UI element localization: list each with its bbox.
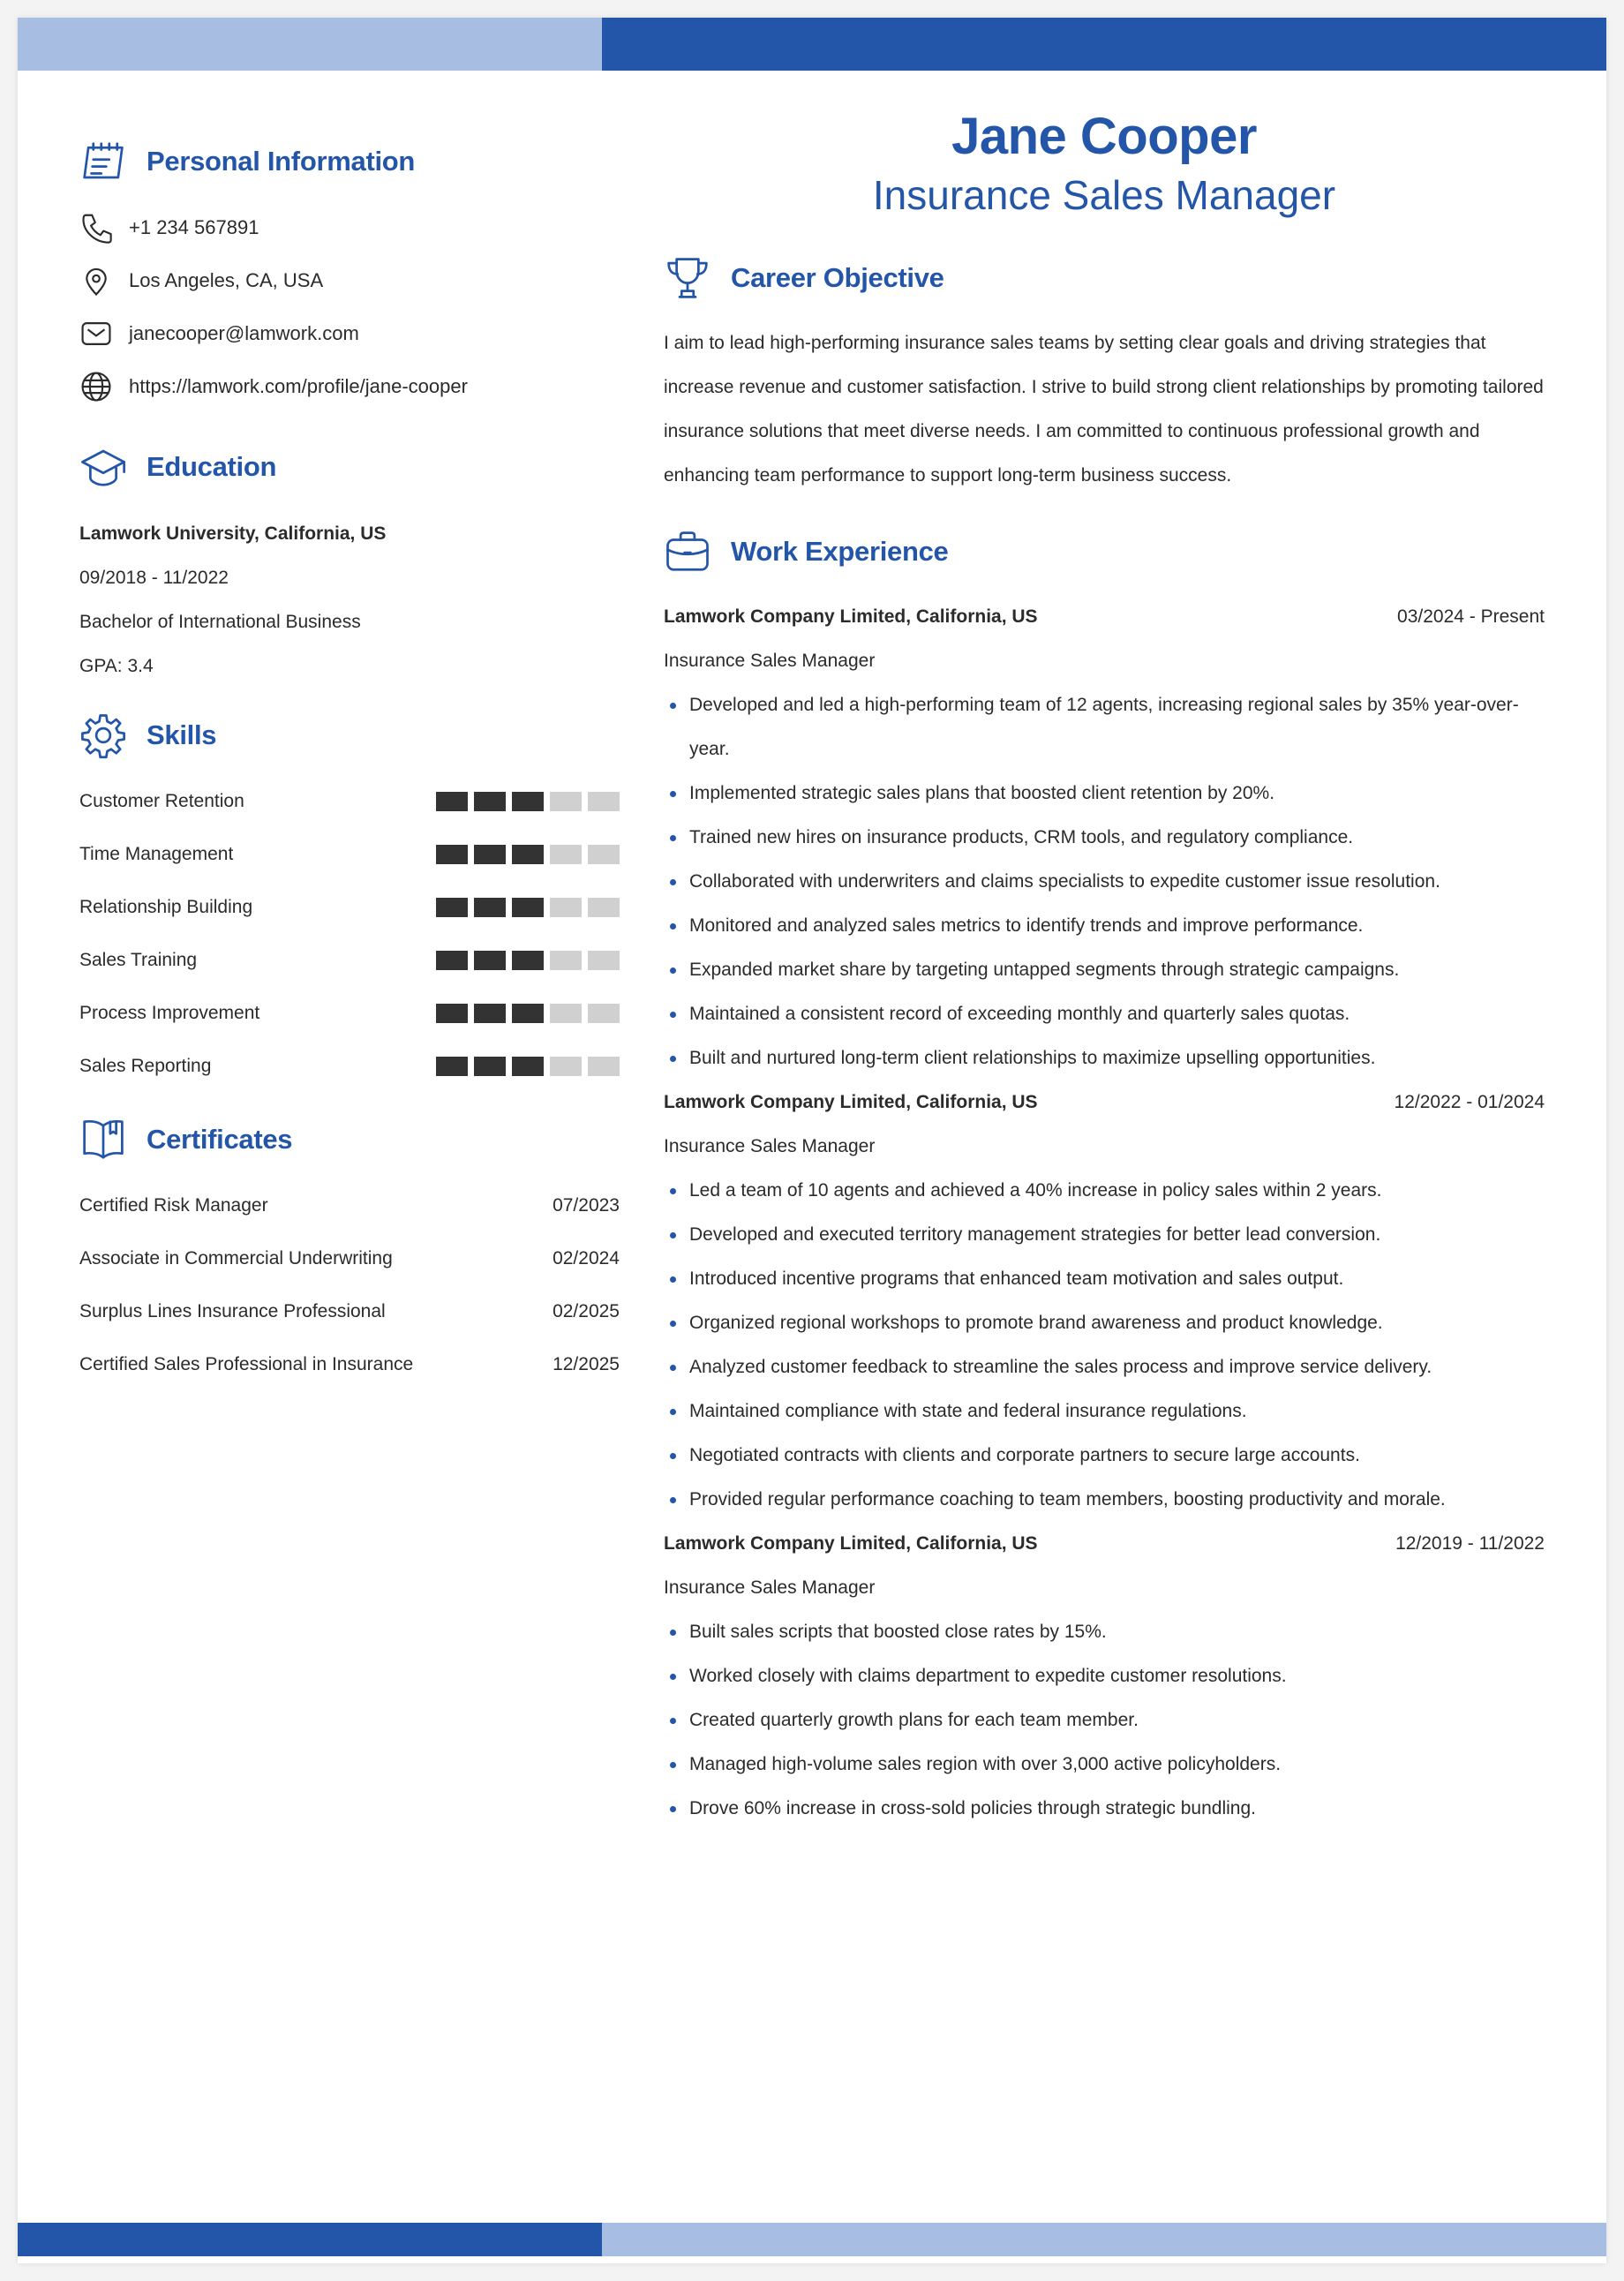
job-bullet: Monitored and analyzed sales metrics to identify trends and improve performance.	[664, 904, 1545, 948]
job-title: Insurance Sales Manager	[664, 651, 876, 671]
career-objective-text: I aim to lead high-performing insurance sales teams by setting clear goals and driving strategies that increase revenue and customer satisfaction. I strive to build strong client relationships by promoting tailored insurance solutions that meet diverse needs. I am committed to continuous professional growth and enhancing team performance to support long-term business success.	[664, 333, 1544, 486]
certificate-row	[79, 1179, 620, 1232]
certificate-name: Surplus Lines Insurance Professional	[79, 1301, 386, 1321]
skill-level-segment-filled	[474, 1057, 506, 1076]
bottom-accent-bar-dark	[18, 2223, 602, 2256]
skill-level-segment-filled	[436, 898, 468, 917]
job-header	[664, 1522, 1545, 1566]
job-bullet: Worked closely with claims department to expedite customer resolutions.	[664, 1654, 1545, 1698]
skill-name: Time Management	[79, 844, 234, 864]
certificate-name: Associate in Commercial Underwriting	[79, 1248, 393, 1268]
gear-icon	[79, 711, 129, 760]
job-bullet: Provided regular performance coaching to team members, boosting productivity and morale.	[664, 1478, 1545, 1522]
job-bullet: Collaborated with underwriters and claims specialists to expedite customer issue resolution.	[664, 860, 1545, 904]
certificates-heading	[79, 1110, 620, 1169]
location-row	[79, 254, 620, 307]
job-header	[664, 595, 1545, 639]
job-bullet: Maintained compliance with state and federal insurance regulations.	[664, 1389, 1545, 1434]
certificate-date: 07/2023	[553, 1195, 620, 1216]
phone-text: +1 234 567891	[129, 216, 259, 238]
job-bullet: Maintained a consistent record of exceeding monthly and quarterly sales quotas.	[664, 992, 1545, 1036]
certificate-row	[79, 1338, 620, 1391]
job-bullet: Trained new hires on insurance products, CRM tools, and regulatory compliance.	[664, 816, 1545, 860]
job-bullet: Managed high-volume sales region with over 3,000 active policyholders.	[664, 1743, 1545, 1787]
job-bullet: Developed and executed territory management strategies for better lead conversion.	[664, 1213, 1545, 1257]
skill-level-segment-filled	[436, 1057, 468, 1076]
location-pin-icon	[79, 263, 115, 298]
skill-level-segment-filled	[436, 951, 468, 970]
skill-level-segment-filled	[512, 1004, 544, 1023]
mail-icon	[79, 316, 115, 351]
job-bullet: Introduced incentive programs that enhanced team motivation and sales output.	[664, 1257, 1545, 1301]
certificate-date: 12/2025	[553, 1354, 620, 1374]
skill-level-meter	[436, 1004, 620, 1023]
calendar-note-icon	[79, 137, 129, 186]
personal-info-heading	[79, 132, 620, 191]
skill-level-segment-filled	[474, 1004, 506, 1023]
skills-list	[79, 775, 620, 1093]
job-company: Lamwork Company Limited, California, US	[664, 1533, 1038, 1554]
job-header	[664, 1080, 1545, 1125]
skill-level-segment-empty	[588, 845, 620, 864]
skill-level-segment-filled	[474, 951, 506, 970]
skill-name: Sales Training	[79, 950, 198, 970]
skill-row	[79, 987, 620, 1040]
skill-level-segment-filled	[474, 845, 506, 864]
skill-level-segment-filled	[474, 898, 506, 917]
skill-level-segment-empty	[550, 1004, 582, 1023]
job-bullet: Implemented strategic sales plans that boosted client retention by 20%.	[664, 772, 1545, 816]
skill-level-segment-empty	[550, 898, 582, 917]
phone-row	[79, 201, 620, 254]
certificates-list	[79, 1179, 620, 1391]
skill-level-segment-filled	[474, 792, 506, 811]
certificate-row	[79, 1232, 620, 1285]
candidate-name: Jane Cooper	[951, 108, 1257, 165]
resume-page	[18, 18, 1606, 2263]
skill-level-segment-filled	[512, 1057, 544, 1076]
skill-level-meter	[436, 898, 620, 917]
graduation-cap-icon	[79, 442, 129, 492]
certificate-date: 02/2025	[553, 1301, 620, 1321]
email-text: janecooper@lamwork.com	[129, 322, 359, 344]
skill-level-meter	[436, 792, 620, 811]
job-bullet: Negotiated contracts with clients and corporate partners to secure large accounts.	[664, 1434, 1545, 1478]
skill-level-segment-empty	[550, 1057, 582, 1076]
section-title: Career Objective	[731, 262, 944, 293]
job-bullets	[664, 1169, 1545, 1522]
skill-row	[79, 775, 620, 828]
certificate-date: 02/2024	[553, 1248, 620, 1268]
phone-icon	[79, 210, 115, 245]
skill-row	[79, 881, 620, 934]
skill-level-segment-filled	[512, 845, 544, 864]
skill-level-segment-empty	[550, 792, 582, 811]
job-dates: 12/2022 - 01/2024	[1394, 1092, 1545, 1112]
skill-level-segment-empty	[550, 845, 582, 864]
bottom-accent-bar-light	[602, 2223, 1606, 2256]
skill-level-segment-filled	[512, 792, 544, 811]
section-title: Work Experience	[731, 536, 949, 567]
job-entry	[664, 1080, 1545, 1522]
job-entry	[664, 1522, 1545, 1831]
education-dates: 09/2018 - 11/2022	[79, 568, 229, 588]
skill-name: Customer Retention	[79, 791, 244, 811]
skill-level-segment-empty	[588, 898, 620, 917]
section-title: Personal Information	[147, 146, 416, 177]
skill-level-segment-empty	[588, 792, 620, 811]
certificate-name: Certified Risk Manager	[79, 1195, 268, 1216]
education-heading	[79, 438, 620, 496]
skill-level-meter	[436, 845, 620, 864]
job-bullet: Led a team of 10 agents and achieved a 40% increase in policy sales within 2 years.	[664, 1169, 1545, 1213]
work-experience-heading	[664, 523, 1545, 581]
skill-level-segment-filled	[436, 1004, 468, 1023]
job-bullet: Organized regional workshops to promote brand awareness and product knowledge.	[664, 1301, 1545, 1345]
top-accent-bar-dark	[602, 18, 1606, 71]
skill-level-segment-empty	[588, 1057, 620, 1076]
job-title: Insurance Sales Manager	[664, 1577, 876, 1598]
email-row	[79, 307, 620, 360]
skill-row	[79, 1040, 620, 1093]
jobs-list	[664, 595, 1545, 1831]
left-column	[79, 132, 620, 1391]
degree-name: Bachelor of International Business	[79, 612, 361, 632]
skill-level-segment-empty	[550, 951, 582, 970]
skill-name: Sales Reporting	[79, 1056, 212, 1076]
certificate-row	[79, 1285, 620, 1338]
website-text: https://lamwork.com/profile/jane-cooper	[129, 375, 468, 397]
skill-name: Relationship Building	[79, 897, 253, 917]
trophy-icon	[664, 253, 713, 303]
job-entry	[664, 595, 1545, 1080]
certificate-name: Certified Sales Professional in Insurance	[79, 1354, 414, 1374]
skill-level-segment-filled	[512, 898, 544, 917]
skill-level-segment-filled	[436, 845, 468, 864]
section-title: Education	[147, 451, 277, 482]
skill-level-segment-empty	[588, 951, 620, 970]
open-book-icon	[79, 1115, 129, 1164]
section-title: Certificates	[147, 1124, 293, 1155]
job-bullet: Built sales scripts that boosted close rates by 15%.	[664, 1610, 1545, 1654]
location-text: Los Angeles, CA, USA	[129, 269, 324, 291]
right-column	[664, 106, 1545, 1831]
skill-row	[79, 828, 620, 881]
job-bullet: Expanded market share by targeting untapped segments through strategic campaigns.	[664, 948, 1545, 992]
school-name: Lamwork University, California, US	[79, 523, 387, 544]
globe-icon	[79, 369, 115, 404]
skill-level-segment-empty	[588, 1004, 620, 1023]
job-bullets	[664, 1610, 1545, 1831]
job-dates: 12/2019 - 11/2022	[1395, 1533, 1545, 1554]
skill-level-meter	[436, 951, 620, 970]
skill-row	[79, 934, 620, 987]
job-bullet: Drove 60% increase in cross-sold policies through strategic bundling.	[664, 1787, 1545, 1831]
job-bullet: Developed and led a high-performing team of 12 agents, increasing regional sales by 35% year-over-year.	[664, 683, 1545, 772]
website-row	[79, 360, 620, 413]
job-bullets	[664, 683, 1545, 1080]
skill-level-meter	[436, 1057, 620, 1076]
job-dates: 03/2024 - Present	[1397, 606, 1545, 627]
job-company: Lamwork Company Limited, California, US	[664, 606, 1038, 627]
skill-level-segment-filled	[436, 792, 468, 811]
job-title: Insurance Sales Manager	[664, 1136, 876, 1156]
job-bullet: Analyzed customer feedback to streamline the sales process and improve service delivery.	[664, 1345, 1545, 1389]
section-title: Skills	[147, 719, 217, 750]
career-objective-heading	[664, 249, 1545, 307]
top-accent-bar-light	[18, 18, 602, 71]
skill-level-segment-filled	[512, 951, 544, 970]
skills-heading	[79, 706, 620, 764]
job-bullet: Created quarterly growth plans for each team member.	[664, 1698, 1545, 1743]
job-bullet: Built and nurtured long-term client relationships to maximize upselling opportunities.	[664, 1036, 1545, 1080]
briefcase-icon	[664, 527, 713, 576]
gpa-text: GPA: 3.4	[79, 656, 154, 676]
job-company: Lamwork Company Limited, California, US	[664, 1092, 1038, 1112]
skill-name: Process Improvement	[79, 1003, 260, 1023]
candidate-role: Insurance Sales Manager	[872, 172, 1336, 218]
